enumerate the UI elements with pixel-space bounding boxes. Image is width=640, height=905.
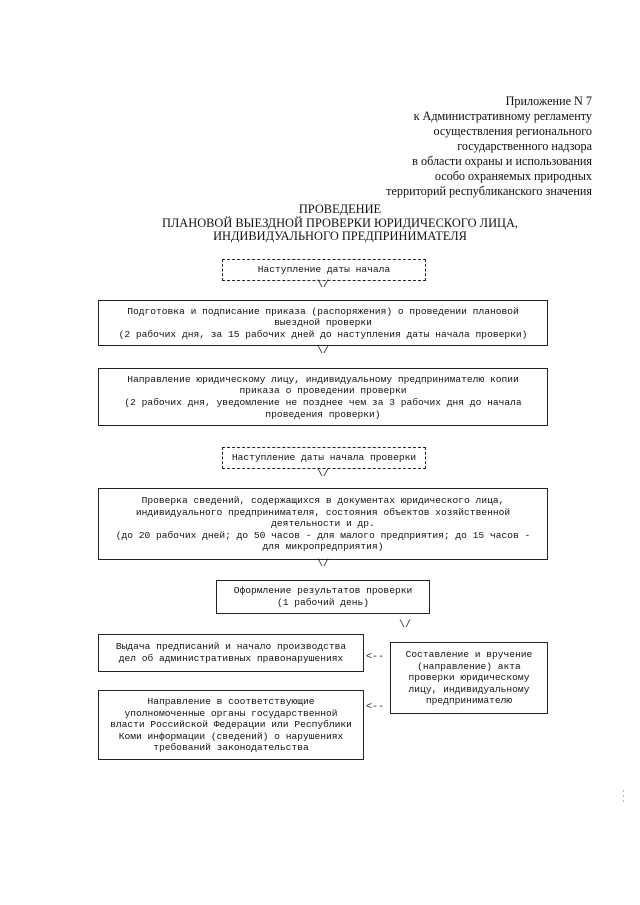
arrow-left (366, 652, 384, 664)
step-inspection-start-box (222, 447, 426, 469)
step-text: Наступление даты начала проверки (231, 452, 417, 464)
step-act-delivery-box (390, 642, 548, 714)
document-title (100, 203, 580, 244)
step-text: Наступление даты начала (257, 264, 391, 276)
step-text: Коми информации (сведений) о нарушениях (118, 730, 344, 742)
appendix-line: особо охраняемых природных (434, 169, 592, 183)
step-text: предпринимателю (425, 695, 513, 707)
step-send-order-copy-box (98, 368, 548, 426)
step-text: Подготовка и подписание приказа (распоряжения) о проведении плановой (127, 305, 519, 317)
step-text: Направление юридическому лицу, индивидуальному предпринимателю копии (127, 373, 519, 385)
side-notify-authorities-box (98, 690, 364, 760)
arrow-down (313, 280, 333, 292)
arrow-down (313, 559, 333, 571)
step-text: Проверка сведений, содержащихся в документах юридического лица, (141, 495, 505, 507)
arrow-left-icon: <-- (366, 702, 385, 713)
title-line: ПРОВЕДЕНИЕ (298, 202, 382, 216)
arrow-down (395, 620, 415, 632)
step-results-box (216, 580, 430, 614)
step-text: выездной проверки (274, 317, 372, 329)
arrow-down (313, 346, 333, 358)
step-text: лицу, индивидуальному (408, 683, 530, 695)
step-text: для микропредприятия) (262, 541, 384, 553)
step-order-preparation-box (98, 300, 548, 346)
arrow-down-icon: \/ (316, 346, 329, 357)
arrow-down-icon: \/ (316, 469, 329, 480)
step-text: Составление и вручение (405, 649, 533, 661)
step-text: требований законодательства (153, 742, 309, 754)
step-text: приказа о проведении проверки (239, 385, 407, 397)
arrow-down-icon: \/ (398, 620, 411, 631)
appendix-line: государственного надзора (457, 139, 592, 153)
step-text: (2 рабочих дня, уведомление не позднее чем за 3 рабочих дня до начала (124, 397, 522, 408)
step-text: дел об административных правонарушениях (118, 653, 344, 664)
appendix-line: осуществления регионального (433, 124, 592, 138)
step-text: (1 рабочий день) (276, 597, 370, 608)
step-text: проверки юридическому (408, 672, 530, 684)
arrow-left-icon: <-- (366, 652, 385, 663)
arrow-down-icon: \/ (316, 280, 329, 291)
step-text: Оформление результатов проверки (233, 585, 413, 597)
side-prescriptions-box (98, 634, 364, 672)
title-line: ПЛАНОВОЙ ВЫЕЗДНОЙ ПРОВЕРКИ ЮРИДИЧЕСКОГО ЛИЦА, (161, 215, 519, 230)
step-text: Выдача предписаний и начало производства (115, 641, 347, 653)
step-text: (направление) акта (417, 660, 521, 672)
step-start-date-box (222, 259, 426, 281)
appendix-header (292, 94, 592, 199)
appendix-line: Приложение N 7 (505, 94, 592, 108)
appendix-line: в области охраны и использования (412, 154, 592, 168)
step-text: (2 рабочих дня, за 15 рабочих дней до наступления даты начала проверки) (118, 328, 528, 340)
step-text: проведения проверки) (265, 408, 381, 420)
step-text: деятельности и др. (271, 518, 375, 530)
appendix-line: территорий республиканского значения (386, 184, 592, 198)
step-text: (до 20 рабочих дней; до 50 часов - для малого предприятия; до 15 часов - (115, 529, 531, 541)
step-text: Направление в соответствующие (147, 696, 315, 708)
margin-marks (618, 790, 628, 810)
arrow-down (313, 469, 333, 481)
step-verification-box (98, 488, 548, 560)
arrow-left (366, 702, 384, 714)
appendix-line: к Административному регламенту (413, 109, 592, 123)
step-text: уполномоченные органы государственной (124, 707, 338, 719)
title-line: ИНДИВИДУАЛЬНОГО ПРЕДПРИНИМАТЕЛЯ (213, 229, 467, 244)
arrow-down-icon: \/ (316, 559, 329, 570)
step-text: власти Российской Федерации или Республики (110, 719, 352, 731)
step-text: индивидуального предпринимателя, состояния объектов хозяйственной (135, 506, 511, 518)
